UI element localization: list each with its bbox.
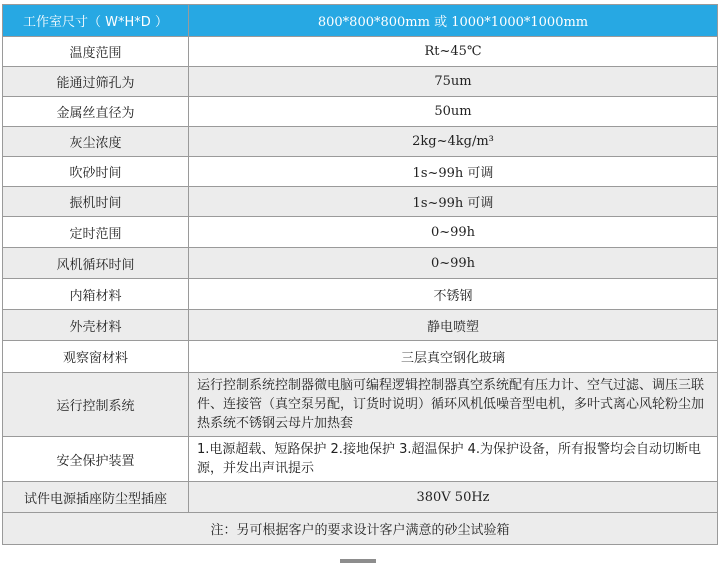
row-value: 静电喷塑 [189, 310, 718, 341]
table-row [3, 437, 718, 482]
row-label: 振机时间 [3, 187, 189, 217]
row-value: 0~99h [189, 248, 718, 279]
table-row [3, 97, 718, 127]
row-value: 2kg~4kg/m³ [189, 127, 718, 157]
row-label: 风机循环时间 [3, 248, 189, 279]
row-label: 工作室尺寸（ W*H*D ） [3, 5, 189, 37]
row-label: 内箱材料 [3, 279, 189, 310]
row-value: 380V 50Hz [189, 482, 718, 513]
row-value: 不锈钢 [189, 279, 718, 310]
row-label: 金属丝直径为 [3, 97, 189, 127]
table-row [3, 248, 718, 279]
row-value: 1s~99h 可调 [189, 157, 718, 187]
row-label: 灰尘浓度 [3, 127, 189, 157]
row-value: 1.电源超载、短路保护 2.接地保护 3.超温保护 4.为保护设备，所有报警均会自动切断电源，并发出声讯提示 [189, 437, 718, 482]
spec-table [2, 4, 718, 545]
row-value: 75um [189, 67, 718, 97]
table-row [3, 482, 718, 513]
row-label: 能通过筛孔为 [3, 67, 189, 97]
table-row [3, 187, 718, 217]
table-row [3, 310, 718, 341]
horizontal-scrollbar-thumb[interactable] [340, 559, 376, 563]
row-value: 800*800*800mm 或 1000*1000*1000mm [189, 5, 718, 37]
row-label: 试件电源插座防尘型插座 [3, 482, 189, 513]
row-label: 定时范围 [3, 217, 189, 248]
row-value: Rt~45℃ [189, 37, 718, 67]
table-row [3, 157, 718, 187]
table-row [3, 217, 718, 248]
table-row-header [3, 5, 718, 37]
row-value: 运行控制系统控制器微电脑可编程逻辑控制器真空系统配有压力计、空气过滤、调压三联件、连接管（真空泵另配，订货时说明）循环风机低噪音型电机，多叶式离心风轮粉尘加热系统不锈钢云母片加热套 [189, 373, 718, 437]
table-row [3, 67, 718, 97]
row-label: 温度范围 [3, 37, 189, 67]
row-value: 三层真空钢化玻璃 [189, 341, 718, 373]
table-row [3, 37, 718, 67]
row-value: 50um [189, 97, 718, 127]
table-row [3, 279, 718, 310]
footnote: 注：另可根据客户的要求设计客户满意的砂尘试验箱 [3, 513, 718, 545]
row-value: 1s~99h 可调 [189, 187, 718, 217]
row-label: 安全保护装置 [3, 437, 189, 482]
row-value: 0~99h [189, 217, 718, 248]
table-row [3, 373, 718, 437]
row-label: 外壳材料 [3, 310, 189, 341]
row-label: 观察窗材料 [3, 341, 189, 373]
table-row-footnote [3, 513, 718, 545]
table-row [3, 127, 718, 157]
table-row [3, 341, 718, 373]
row-label: 吹砂时间 [3, 157, 189, 187]
row-label: 运行控制系统 [3, 373, 189, 437]
